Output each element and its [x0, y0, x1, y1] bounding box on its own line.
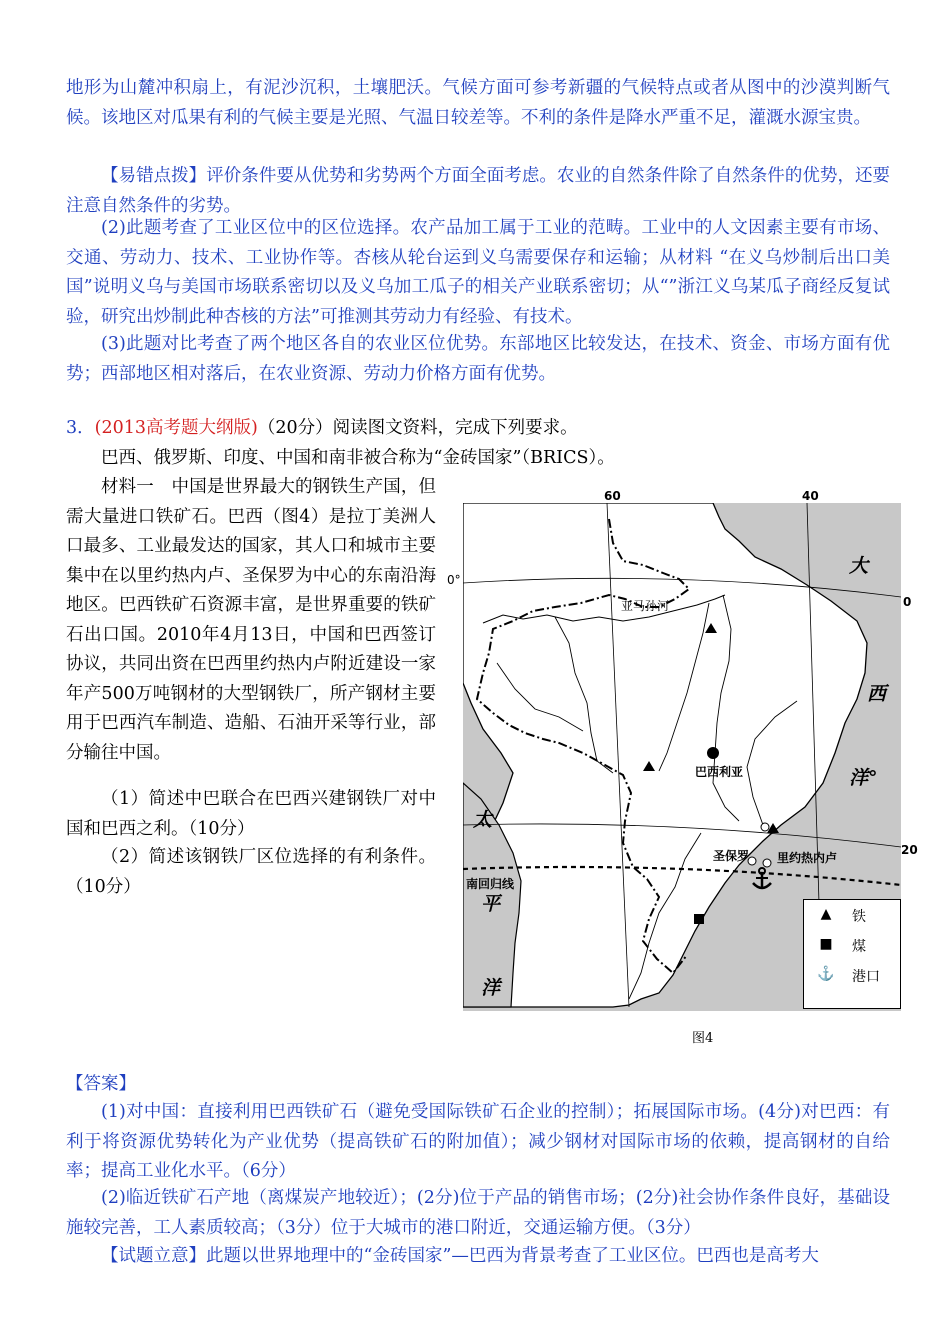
answer-label: 【答案】	[66, 1074, 136, 1094]
legend-iron: ▲ 铁	[814, 906, 894, 928]
brics-statement: 巴西、俄罗斯、印度、中国和南非被合称为“金砖国家”（BRICS）。	[101, 448, 615, 468]
answer-part1: (1)对中国：直接利用巴西铁矿石（避免受国际铁矿石企业的控制）；拓展国际市场。(4分)对巴西：有利于将资源优势转化为产业优势（提高铁矿石的附加值）；减少钢材对国际市场的依赖，提高钢材的自给率；提高工业化水平。（6分）	[66, 1102, 890, 1181]
label-lat-0-right: 0	[903, 595, 912, 609]
prev-answer-part2: (2)此题考查了工业区位中的区位选择。农产品加工属于工业的范畴。工业中的人文因素主要有市场、交通、劳动力、技术、工业协作等。杏核从轮台运到义乌需要保存和运输；从材料 “在义乌炒制后出口美国”说明义乌与美国市场联系密切以及义乌加工瓜子的相关产业联系密切；从“”浙江义乌某瓜子商经反复试验，研究出炒制此种杏核的方法”可推测其劳动力有经验、有技术。	[66, 218, 890, 327]
question-intro: （20分）阅读图文资料，完成下列要求。	[257, 418, 578, 438]
label-amazon: 亚马孙河	[621, 599, 670, 613]
tip-label: 【易错点拨】	[101, 166, 207, 186]
question-2: （2）简述该钢铁厂区位选择的有利条件。（10分）	[66, 847, 436, 897]
question-source: (2013高考题大纲版)	[94, 418, 258, 438]
intent-label: 【试题立意】	[101, 1246, 206, 1266]
prev-answer-tip	[66, 162, 890, 221]
figure-caption: 图4	[692, 1031, 714, 1046]
brasilia-dot	[707, 747, 719, 759]
city-dot-a	[761, 823, 769, 831]
label-pacific-1: 太	[473, 809, 493, 831]
question-header	[66, 414, 890, 444]
answer-part2: (2)临近铁矿石产地（离煤炭产地较近）；(2分)位于产品的销售市场；(2分)社会协作条件良好，基础设施较完善，工人素质较高；（3分）位于大城市的港口附近，交通运输方便。（3分）	[66, 1188, 890, 1238]
square-icon: ■	[819, 936, 833, 952]
label-pacific-2: 平	[481, 893, 501, 915]
question-number: 3．	[66, 418, 95, 438]
label-lat-0-left: 0°	[447, 573, 461, 587]
intent-text: 此题以世界地理中的“金砖国家”—巴西为背景考查了工业区位。巴西也是高考大	[206, 1246, 819, 1266]
prev-answer-part1: 地形为山麓冲积扇上，有泥沙沉积，土壤肥沃。气候方面可参考新疆的气候特点或者从图中的沙漠判断气候。该地区对瓜果有利的气候主要是光照、气温日较差等。不利的条件是降水严重不足，灌溉水源宝贵。	[66, 78, 890, 128]
legend-coal: ■ 煤	[814, 936, 894, 958]
prev-answer-part3: (3)此题对比考查了两个地区各自的农业区位优势。东部地区比较发达，在技术、资金、市场方面有优势；西部地区相对落后，在农业资源、劳动力价格方面有优势。	[66, 334, 890, 384]
label-lon-60: 60	[604, 489, 621, 503]
anchor-icon: ⚓	[817, 966, 835, 982]
rio-dot	[763, 859, 771, 867]
label-atlantic-2: 西	[867, 683, 887, 705]
label-lat-20: 20	[901, 843, 918, 857]
question-1: （1）简述中巴联合在巴西兴建钢铁厂对中国和巴西之利。（10分）	[66, 789, 436, 839]
label-pacific-3: 洋	[481, 977, 501, 999]
label-tropic: 南回归线	[466, 877, 515, 891]
coal-marker	[694, 914, 704, 924]
material-one: 材料一 中国是世界最大的钢铁生产国，但需大量进口铁矿石。巴西（图4）是拉丁美洲人口最多、工业最发达的国家，其人口和城市主要集中在以里约热内卢、圣保罗为中心的东南沿海地区。巴西铁矿石资源丰富，是世界重要的铁矿石出口国。2010年4月13日，中国和巴西签订协议，共同出资在巴西里约热内卢附近建设一家年产500万吨钢材的大型钢铁厂，所产钢材主要用于巴西汽车制造、造船、石油开采等行业，部分输往中国。	[66, 477, 436, 763]
label-sao-paulo: 圣保罗	[713, 849, 750, 863]
label-atlantic-3: 洋°	[849, 767, 878, 789]
legend-port: ⚓ 港口	[814, 966, 894, 988]
tip-text: 评价条件要从优势和劣势两个方面全面考虑。农业的自然条件除了自然条件的优势，还要注意自然条件的劣势。	[66, 166, 891, 216]
label-brasilia: 巴西利亚	[695, 765, 744, 779]
label-rio: 里约热内卢	[777, 851, 838, 865]
sao-paulo-dot	[748, 857, 756, 865]
map-legend	[803, 899, 901, 1009]
label-atlantic-1: 大	[849, 555, 869, 577]
answer-intent	[66, 1242, 890, 1272]
triangle-icon: ▲	[820, 906, 832, 922]
label-lon-40: 40	[802, 489, 819, 503]
